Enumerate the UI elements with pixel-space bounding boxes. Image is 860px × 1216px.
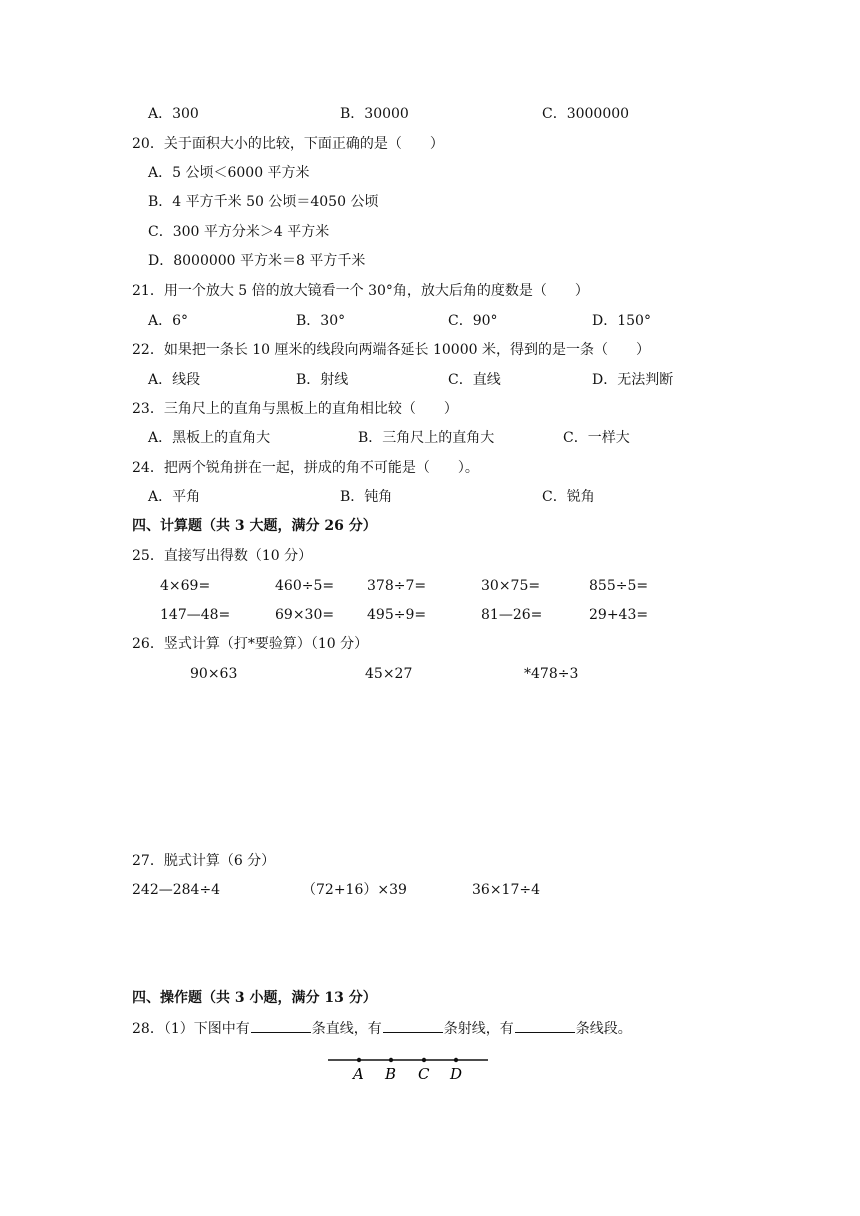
point-a-dot: [357, 1058, 361, 1062]
q25-row1-item: 30×75=: [481, 578, 541, 594]
q20-option-c: C．300 平方分米＞4 平方米: [148, 224, 330, 240]
q26-item: 90×63: [190, 666, 238, 682]
section-heading-calculation: 四、计算题（共 3 大题，满分 26 分）: [132, 518, 377, 534]
q22-option-b: B．射线: [296, 372, 349, 388]
q19-option-a: A．300: [148, 106, 199, 122]
answer-blank-rays[interactable]: [383, 1018, 443, 1033]
q27-stem: 27．脱式计算（6 分）: [132, 853, 276, 869]
q23-option-a: A．黑板上的直角大: [148, 430, 271, 446]
answer-blank-segments[interactable]: [515, 1018, 575, 1033]
q25-row2-item: 495÷9=: [367, 607, 427, 623]
q21-option-d: D．150°: [592, 313, 651, 329]
q20-option-d: D．8000000 平方米＝8 平方千米: [148, 253, 366, 269]
point-label-a: A: [353, 1065, 364, 1083]
section-heading-operation: 四、操作题（共 3 小题，满分 13 分）: [132, 990, 377, 1006]
q25-row2-item: 29+43=: [589, 607, 649, 623]
q23-option-c: C．一样大: [563, 430, 630, 446]
q21-option-c: C．90°: [448, 313, 498, 329]
q25-row2-item: 69×30=: [275, 607, 335, 623]
q25-row1-item: 378÷7=: [367, 578, 427, 594]
q21-option-b: B．30°: [296, 313, 346, 329]
q22-option-d: D．无法判断: [592, 372, 674, 388]
q25-row1-item: 855÷5=: [589, 578, 649, 594]
q27-item: （72+16）×39: [302, 882, 407, 898]
q25-stem: 25．直接写出得数（10 分）: [132, 548, 313, 564]
q24-option-c: C．锐角: [542, 489, 595, 505]
q28-stem: [132, 1018, 632, 1039]
q28-mid1: 条直线，有: [311, 1021, 382, 1037]
q26-item: 45×27: [365, 666, 413, 682]
q28-prefix: 28．（1）下图中有: [132, 1021, 250, 1037]
q25-row1-item: 4×69=: [160, 578, 211, 594]
q20-option-b: B．4 平方千米 50 公顷＝4050 公顷: [148, 194, 379, 210]
point-label-b: B: [385, 1065, 397, 1083]
point-c-dot: [422, 1058, 426, 1062]
q25-row2-item: 81—26=: [481, 607, 543, 623]
q24-option-a: A．平角: [148, 489, 201, 505]
q20-option-a: A．5 公顷＜6000 平方米: [148, 165, 310, 181]
q24-stem: 24．把两个锐角拼在一起，拼成的角不可能是（ ）。: [132, 460, 479, 476]
line-with-points-figure: [325, 1050, 495, 1086]
q23-stem: 23．三角尺上的直角与黑板上的直角相比较（ ）: [132, 401, 458, 417]
q21-stem: 21．用一个放大 5 倍的放大镜看一个 30°角，放大后角的度数是（ ）: [132, 283, 589, 299]
q19-option-c: C．3000000: [542, 106, 630, 122]
q21-option-a: A．6°: [148, 313, 189, 329]
q28-suffix: 条线段。: [575, 1021, 632, 1037]
q22-stem: 22．如果把一条长 10 厘米的线段向两端各延长 10000 米，得到的是一条（ ）: [132, 342, 650, 358]
q23-option-b: B．三角尺上的直角大: [358, 430, 495, 446]
q27-item: 36×17÷4: [472, 882, 540, 898]
q25-row1-item: 460÷5=: [275, 578, 335, 594]
q28-mid2: 条射线，有: [443, 1021, 514, 1037]
answer-blank-lines[interactable]: [251, 1018, 311, 1033]
point-d-dot: [454, 1058, 458, 1062]
q25-row2-item: 147—48=: [160, 607, 231, 623]
q26-item: *478÷3: [524, 666, 579, 682]
q26-stem: 26．竖式计算（打*要验算）（10 分）: [132, 636, 369, 652]
point-label-d: D: [450, 1065, 463, 1083]
point-b-dot: [389, 1058, 393, 1062]
q22-option-a: A．线段: [148, 372, 201, 388]
q24-option-b: B．钝角: [340, 489, 393, 505]
q22-option-c: C．直线: [448, 372, 501, 388]
q20-stem: 20．关于面积大小的比较，下面正确的是（ ）: [132, 136, 444, 152]
q27-item: 242—284÷4: [132, 882, 221, 898]
q19-option-b: B．30000: [340, 106, 409, 122]
point-label-c: C: [418, 1065, 430, 1083]
